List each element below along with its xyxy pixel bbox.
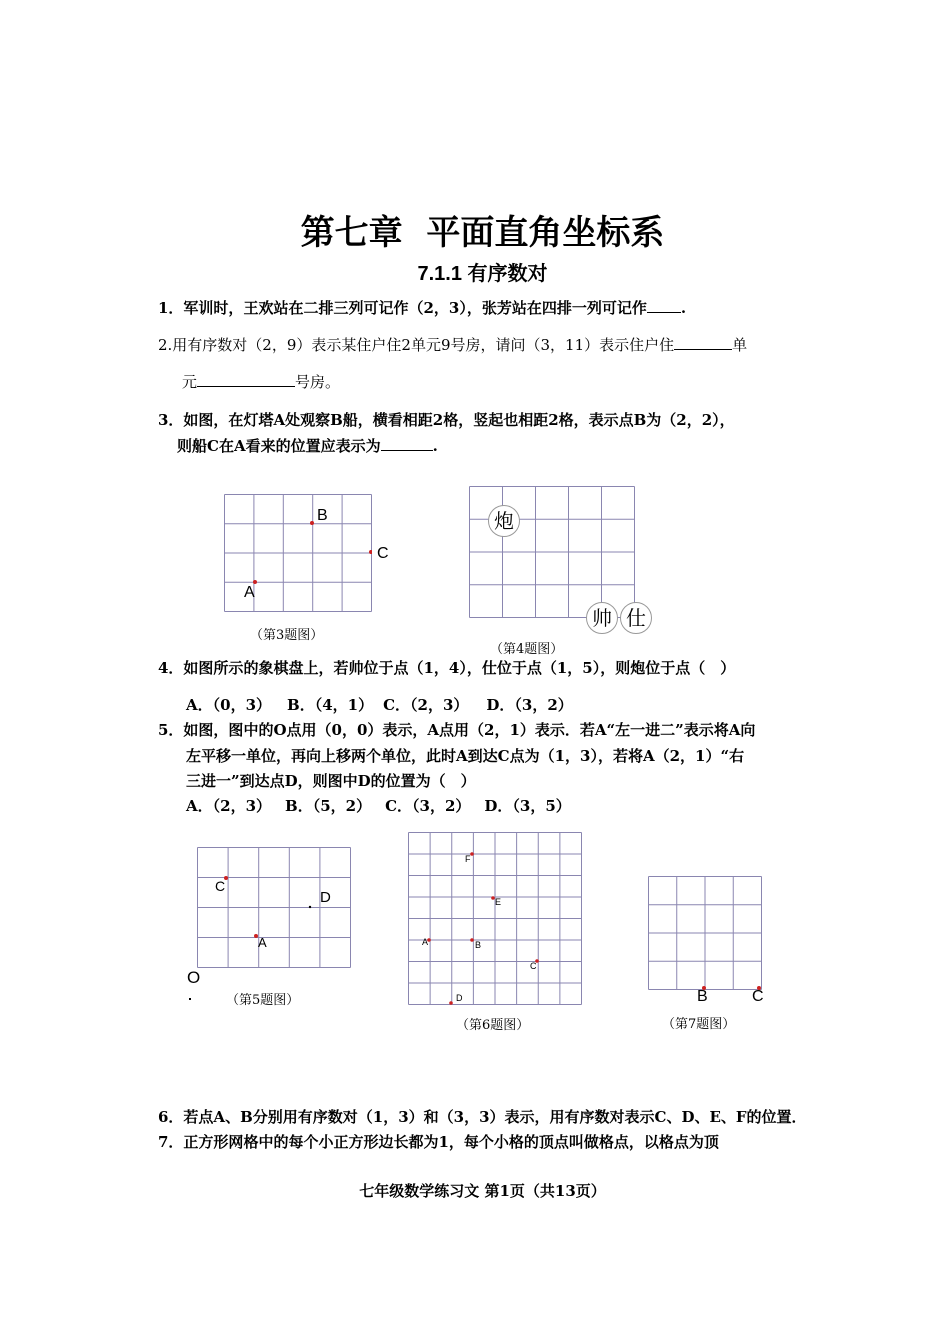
point-b — [310, 521, 314, 525]
point-d — [309, 906, 311, 908]
fig6-caption: （第6题图） — [456, 1018, 530, 1033]
q2-line2b: 号房。 — [295, 373, 341, 391]
fig5-caption: （第5题图） — [226, 993, 300, 1008]
piece-pao: 炮 — [488, 505, 520, 537]
question-5-options — [186, 795, 571, 816]
fig7-caption: （第7题图） — [662, 1017, 736, 1032]
question-2-cont — [182, 371, 340, 392]
fig7-label-c: C — [752, 988, 764, 1005]
q5-option-c[interactable]: C．（3，2） — [385, 797, 471, 815]
fig6-label-a: A — [422, 937, 429, 947]
fig3-label-b: B — [317, 507, 328, 524]
point-d — [449, 1001, 453, 1005]
fig3-label-c: C — [377, 545, 389, 562]
question-5-line2: 左平移一单位，再向上移两个单位，此时A到达C点为（1，3），若将A（2，1）“右 — [186, 747, 745, 765]
question-3-cont — [177, 435, 438, 456]
fig6-label-f: F — [465, 854, 471, 864]
q5-option-b[interactable]: B．（5，2） — [285, 797, 372, 815]
q3-blank — [381, 436, 433, 451]
figure-7-grid — [648, 876, 762, 990]
q4-option-b[interactable]: B．（4，1） — [287, 696, 374, 714]
fig3-label-a: A — [244, 584, 255, 601]
figure-4-board — [469, 486, 635, 618]
q2-blank-1 — [674, 335, 732, 350]
fig7-label-b: B — [697, 988, 708, 1005]
fig5-label-d: D — [320, 889, 331, 906]
q2-blank-2 — [197, 372, 295, 387]
fig6-label-c: C — [530, 961, 537, 971]
q3-end: . — [432, 437, 438, 455]
fig5-label-o: O — [187, 968, 201, 987]
q1-blank — [647, 298, 681, 313]
fig6-label-b: B — [475, 940, 482, 950]
piece-shuai: 帅 — [586, 602, 618, 634]
section-title: 7.1.1 有序数对 — [417, 263, 548, 285]
q2-unit: 单 — [732, 336, 748, 354]
chapter-title: 第七章 平面直角坐标系 — [300, 213, 665, 253]
origin-dot — [189, 998, 191, 1000]
q1-end: . — [680, 299, 687, 317]
question-5: 5．如图，图中的O点用（0，0）表示，A点用（2，1）表示．若A“左一进二”表示将A向 — [158, 721, 756, 739]
fig6-label-d: D — [456, 993, 463, 1003]
q4-option-a[interactable]: A．（0，3） — [186, 696, 272, 714]
fig3-caption: （第3题图） — [250, 628, 324, 643]
fig5-label-a: A — [258, 935, 267, 950]
q2-line1: 2.用有序数对（2，9）表示某住户住2单元9号房，请问（3，11）表示住户住 — [158, 336, 675, 354]
question-6: 6．若点A、B分别用有序数对（1，3）和（3，3）表示，用有序数对表示C、D、E、F的位置． — [158, 1108, 807, 1126]
piece-shi: 仕 — [620, 602, 652, 634]
q4-option-c[interactable]: C．（2，3） — [383, 696, 469, 714]
page-footer: 七年级数学练习文 第1页（共13页） — [359, 1182, 606, 1200]
question-1 — [158, 297, 686, 318]
figure-6-grid — [408, 832, 582, 1005]
q5-option-a[interactable]: A．（2，3） — [186, 797, 272, 815]
question-2 — [158, 334, 747, 355]
q3-line2: 则船C在A看来的位置应表示为 — [177, 437, 381, 455]
fig4-caption: （第4题图） — [490, 642, 564, 657]
q4-option-d[interactable]: D．（3，2） — [486, 696, 573, 714]
q1-text: 1．军训时，王欢站在二排三列可记作（2，3），张芳站在四排一列可记作 — [158, 299, 647, 317]
q2-line2a: 元 — [182, 373, 198, 391]
question-4: 4．如图所示的象棋盘上，若帅位于点（1，4），仕位于点（1，5），则炮位于点（ ） — [158, 659, 736, 677]
fig6-label-e: E — [495, 897, 502, 907]
question-5-line3: 三进一”到达点D，则图中D的位置为（ ） — [186, 772, 476, 790]
question-7: 7．正方形网格中的每个小正方形边长都为1，每个小格的顶点叫做格点，以格点为顶 — [158, 1133, 719, 1151]
fig5-label-c: C — [215, 878, 226, 894]
figure-5-grid — [197, 847, 351, 968]
point-b — [470, 938, 474, 942]
question-4-options — [186, 694, 573, 715]
q5-option-d[interactable]: D．（3，5） — [484, 797, 571, 815]
question-3: 3．如图，在灯塔A处观察B船，横看相距2格，竖起也相距2格，表示点B为（2，2）， — [158, 411, 735, 429]
